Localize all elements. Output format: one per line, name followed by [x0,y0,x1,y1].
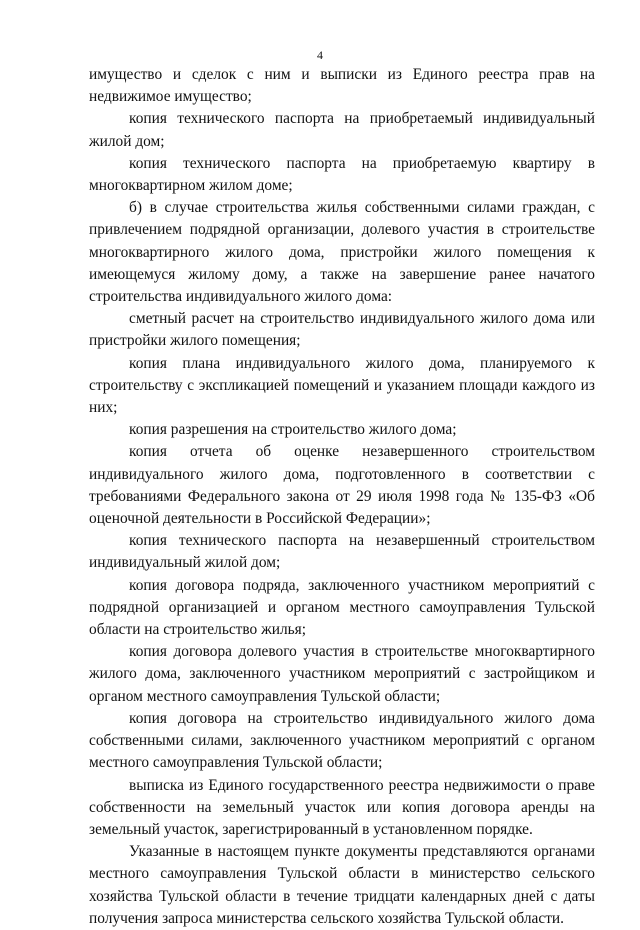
paragraph-building-permit: копия разрешения на строительство жилого дома; [129,421,457,439]
paragraph-continuation: имущество и сделок с ним и выписки из Единого реестра прав на недвижимое имущество; [89,66,595,106]
page-number: 4 [317,48,323,62]
paragraph-tech-passport-apartment: копия технического паспорта на приобретаемую квартиру в многоквартирном жилом доме; [89,154,595,195]
paragraph-house-plan: копия плана индивидуального жилого дома, планируемого к строительству с экспликацией помещений и указанием площади каждого из них; [89,354,595,417]
document-body [89,64,595,930]
paragraph-construction-contract: копия договора подряда, заключенного участником мероприятий с подрядной организацией и органом местного самоуправления Тульской области на строительство жилья; [89,576,595,639]
paragraph-cost-estimate: сметный расчет на строительство индивидуального жилого дома или пристройки жилого помещения; [89,310,595,350]
paragraph-valuation-report: копия отчета об оценке незавершенного строительством индивидуального жилого дома, подготовленного в соответствии с требованиями Федерального закона от 29 июля 1998 года № 135-ФЗ «Об оценочной деятельности в Российской Федерации»; [89,443,595,528]
paragraph-self-build-contract: копия договора на строительство индивидуального жилого дома собственными силами, заключенного участником мероприятий с органом местного самоуправления Тульской области; [89,709,595,772]
paragraph-clause-b: б) в случае строительства жилья собственными силами граждан, с привлечением подрядной организации, долевого участия в строительстве многоквартирного жилого дома, пристройки жилого помещения к имеющемуся жилому дому, а также на завершение ранее начатого строительства индивидуального жилого дома: [89,199,595,306]
paragraph-unfinished-tech-passport: копия технического паспорта на незавершенный строительством индивидуальный жилой дом; [89,532,595,572]
paragraph-tech-passport-house: копия технического паспорта на приобретаемый индивидуальный жилой дом; [89,110,595,150]
paragraph-submission-terms: Указанные в настоящем пункте документы представляются органами местного самоуправления Тульской области в министерство сельского хозяйства Тульской области в течение тридцати календарных дней с даты получения запроса министерства сельского хозяйства Тульской области. [89,843,595,927]
paragraph-land-registry-extract: выписка из Единого государственного реестра недвижимости о праве собственности на земельный участок или копия договора аренды на земельный участок, зарегистрированный в установленном порядке. [89,776,595,838]
paragraph-equity-contract: копия договора долевого участия в строительстве многоквартирного жилого дома, заключенного участником мероприятий с застройщиком и органом местного самоуправления Тульской области; [89,643,595,705]
